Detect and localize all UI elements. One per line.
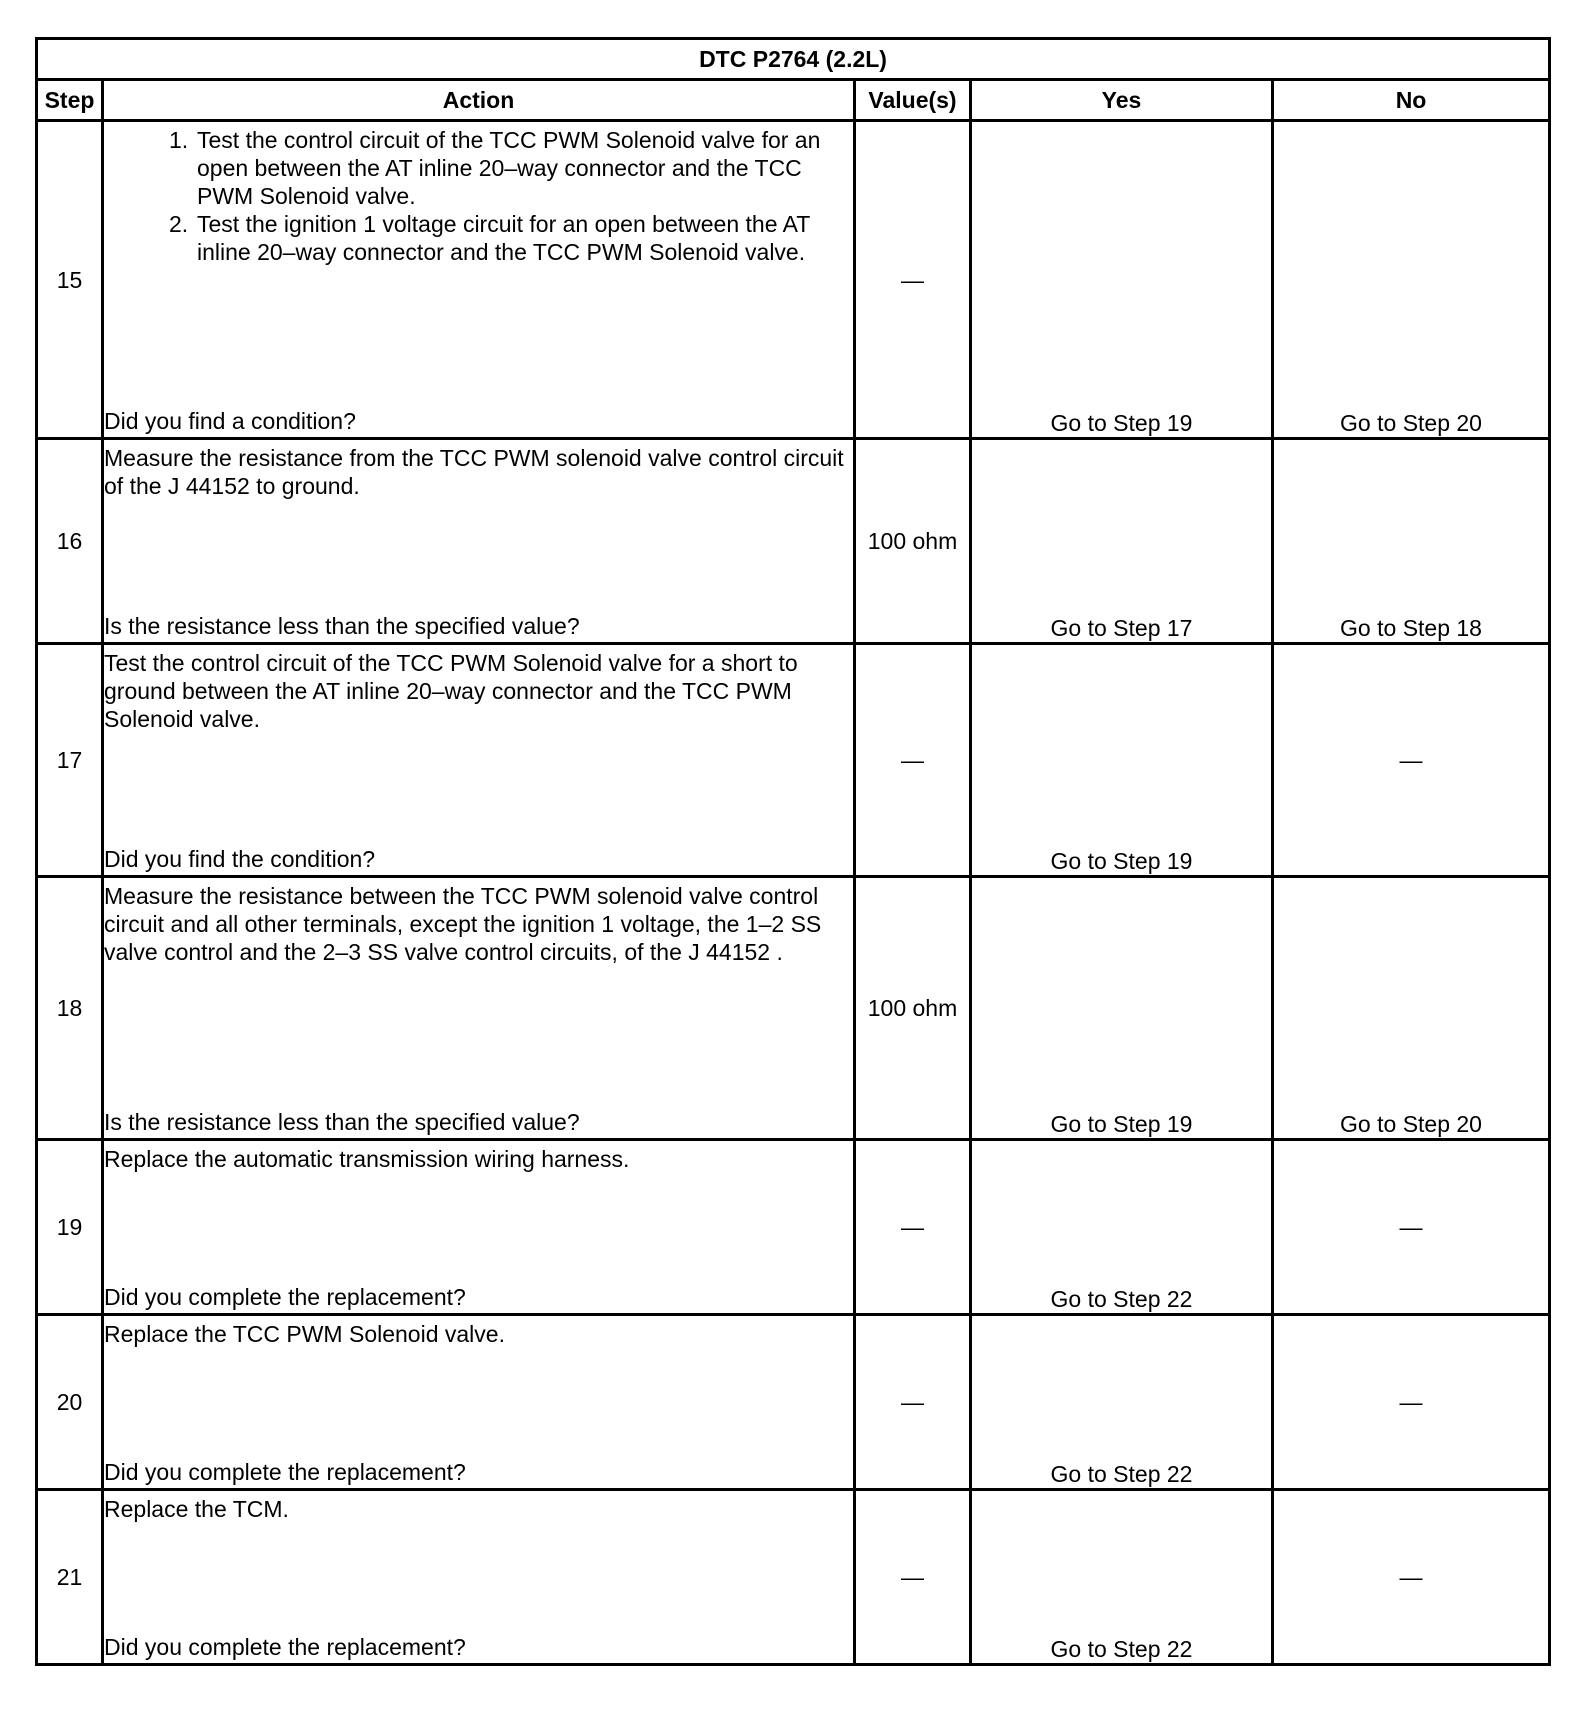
no-cell: — xyxy=(1273,1315,1550,1490)
yes-cell: Go to Step 19 xyxy=(971,644,1273,877)
yes-cell: Go to Step 19 xyxy=(971,877,1273,1140)
table-title: DTC P2764 (2.2L) xyxy=(37,39,1550,80)
step-number: 18 xyxy=(37,877,103,1140)
table-row xyxy=(37,1490,1550,1665)
action-cell xyxy=(103,644,855,877)
step-number: 16 xyxy=(37,439,103,644)
action-question: Is the resistance less than the specified value? xyxy=(104,1109,580,1135)
step-number: 19 xyxy=(37,1140,103,1315)
header-values: Value(s) xyxy=(855,80,971,121)
action-text: Test the control circuit of the TCC PWM Solenoid valve for a short to ground between the AT inline 20–way connector and the TCC PWM Solenoid valve. xyxy=(104,650,798,732)
action-question: Did you find the condition? xyxy=(104,846,376,872)
step-number: 17 xyxy=(37,644,103,877)
action-cell xyxy=(103,1140,855,1315)
step-number: 21 xyxy=(37,1490,103,1665)
item-number: 2. xyxy=(169,211,189,237)
header-action: Action xyxy=(103,80,855,121)
action-question: Did you find a condition? xyxy=(104,408,356,434)
action-cell xyxy=(103,121,855,439)
table-row xyxy=(37,1140,1550,1315)
action-steps-list xyxy=(104,126,853,266)
value-cell: — xyxy=(855,1140,971,1315)
action-cell xyxy=(103,439,855,644)
value-cell: — xyxy=(855,1315,971,1490)
action-text: Measure the resistance from the TCC PWM solenoid valve control circuit of the J 44152 to ground. xyxy=(104,445,844,499)
table-row xyxy=(37,1315,1550,1490)
action-text: Replace the automatic transmission wiring harness. xyxy=(104,1146,630,1172)
header-no: No xyxy=(1273,80,1550,121)
action-question: Did you complete the replacement? xyxy=(104,1284,466,1310)
action-text: Replace the TCC PWM Solenoid valve. xyxy=(104,1321,505,1347)
item-number: 1. xyxy=(169,127,189,153)
item-text: Test the control circuit of the TCC PWM Solenoid valve for an open between the AT inline 20–way connector and the TCC PWM Solenoid valve. xyxy=(197,127,821,209)
list-item xyxy=(104,210,853,266)
value-cell: — xyxy=(855,121,971,439)
no-cell: — xyxy=(1273,1140,1550,1315)
yes-cell: Go to Step 22 xyxy=(971,1315,1273,1490)
no-cell: — xyxy=(1273,644,1550,877)
action-cell xyxy=(103,1490,855,1665)
no-cell: — xyxy=(1273,1490,1550,1665)
item-text: Test the ignition 1 voltage circuit for an open between the AT inline 20–way connector and the TCC PWM Solenoid valve. xyxy=(197,211,810,265)
action-text: Measure the resistance between the TCC PWM solenoid valve control circuit and all other terminals, except the ignition 1 voltage, the 1–2 SS valve control and the 2–3 SS valve control circuits, of the J 44152 . xyxy=(104,883,822,965)
step-number: 20 xyxy=(37,1315,103,1490)
value-cell: — xyxy=(855,1490,971,1665)
action-cell xyxy=(103,877,855,1140)
table-row xyxy=(37,877,1550,1140)
action-question: Did you complete the replacement? xyxy=(104,1459,466,1485)
action-text: Replace the TCM. xyxy=(104,1496,289,1522)
yes-cell: Go to Step 22 xyxy=(971,1140,1273,1315)
yes-cell: Go to Step 22 xyxy=(971,1490,1273,1665)
no-cell: Go to Step 18 xyxy=(1273,439,1550,644)
no-cell: Go to Step 20 xyxy=(1273,877,1550,1140)
list-item xyxy=(104,126,853,210)
table-row xyxy=(37,644,1550,877)
value-cell: — xyxy=(855,644,971,877)
header-step: Step xyxy=(37,80,103,121)
value-cell: 100 ohm xyxy=(855,877,971,1140)
value-cell: 100 ohm xyxy=(855,439,971,644)
no-cell: Go to Step 20 xyxy=(1273,121,1550,439)
action-question: Did you complete the replacement? xyxy=(104,1634,466,1660)
yes-cell: Go to Step 19 xyxy=(971,121,1273,439)
yes-cell: Go to Step 17 xyxy=(971,439,1273,644)
table-row xyxy=(37,439,1550,644)
dtc-procedure-table xyxy=(35,37,1551,1666)
action-question: Is the resistance less than the specified value? xyxy=(104,613,580,639)
table-row xyxy=(37,121,1550,439)
action-cell xyxy=(103,1315,855,1490)
header-yes: Yes xyxy=(971,80,1273,121)
step-number: 15 xyxy=(37,121,103,439)
